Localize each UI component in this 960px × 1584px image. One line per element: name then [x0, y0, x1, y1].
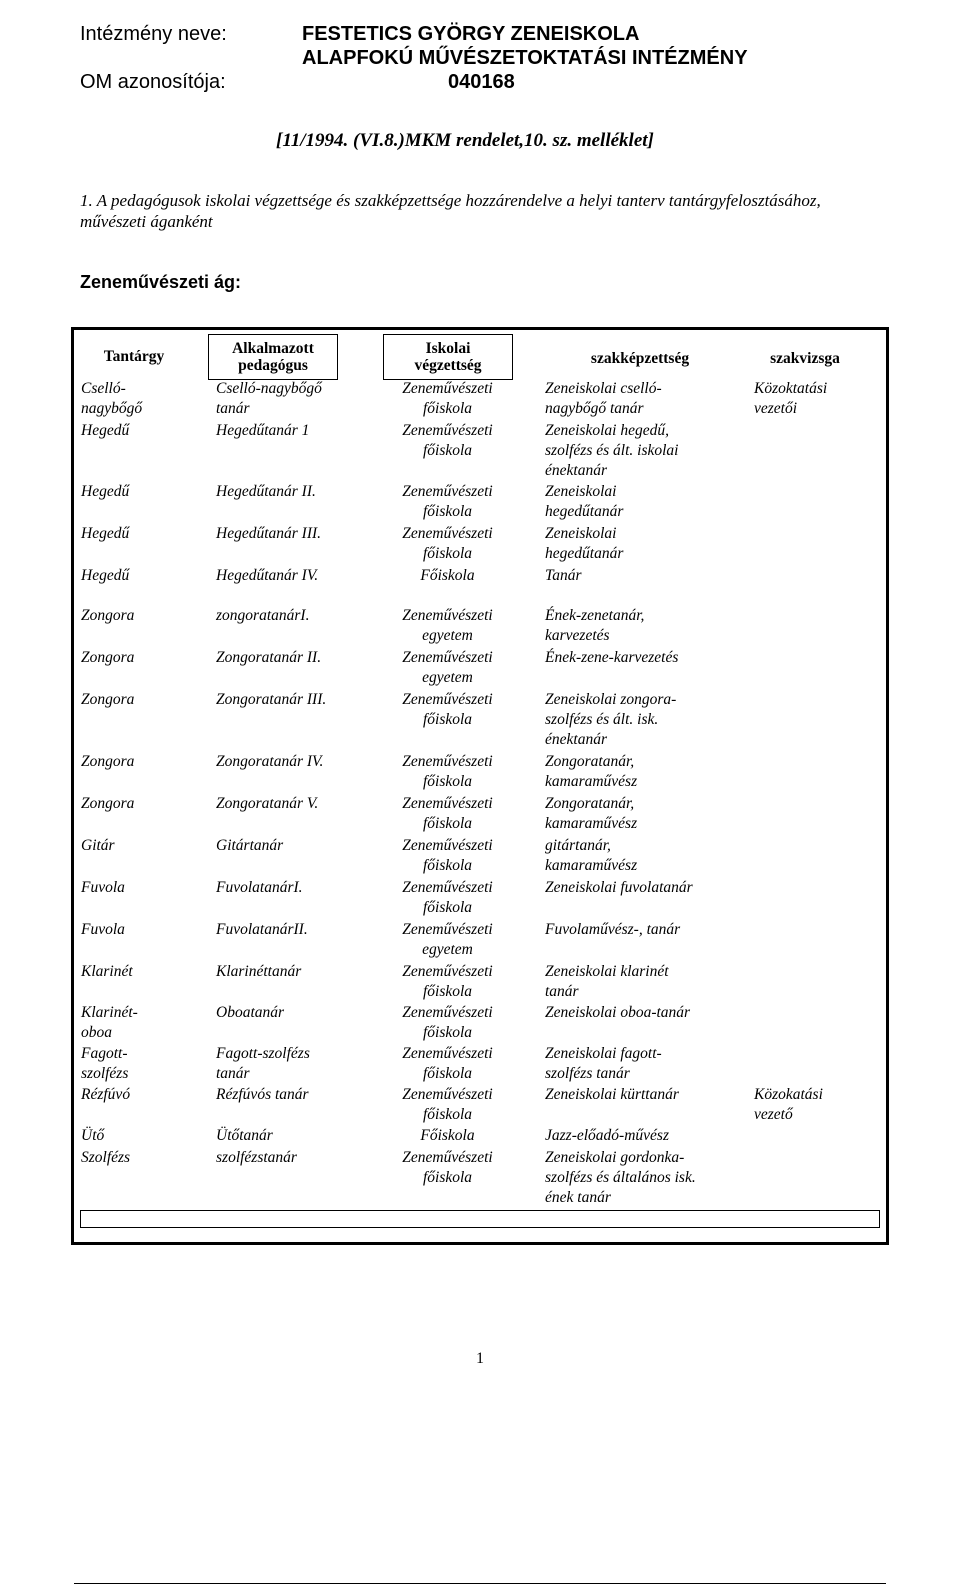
cell-line: főiskola	[422, 773, 473, 790]
cell-t	[81, 524, 211, 544]
cell-line: Klarinét-	[81, 1004, 138, 1021]
cell-s	[545, 690, 755, 750]
cell-s	[545, 524, 755, 564]
cell-line: Jazz-előadó-művész	[545, 1127, 669, 1144]
cell-line: Zeneművészeti	[402, 1004, 493, 1021]
cell-s	[545, 920, 755, 940]
cell-t	[81, 752, 211, 772]
cell-p	[216, 878, 386, 898]
cell-line: Klarinét	[81, 963, 133, 980]
cell-line: főiskola	[422, 1065, 473, 1082]
cell-line: egyetem	[422, 941, 473, 958]
cell-line: Zongora	[81, 607, 135, 624]
cell-t	[81, 606, 211, 626]
header-pedagogus-box	[208, 334, 338, 380]
cell-line: Zongora	[81, 691, 135, 708]
cell-line: főiskola	[422, 1106, 473, 1123]
cell-line: főiskola	[422, 545, 473, 562]
cell-p	[216, 752, 386, 772]
cell-line: Zeneművészeti	[402, 963, 493, 980]
cell-p	[216, 1003, 386, 1023]
cell-t	[81, 878, 211, 898]
section-title: Zeneművészeti ág:	[80, 272, 242, 292]
cell-v	[380, 566, 515, 586]
cell-line: főiskola	[422, 400, 473, 417]
cell-s	[545, 1148, 755, 1208]
cell-p	[216, 379, 386, 419]
cell-line: Zeneművészeti	[402, 607, 493, 624]
cell-v	[380, 794, 515, 834]
cell-t	[81, 1085, 211, 1105]
institution-name-line1: FESTETICS GYÖRGY ZENEISKOLA	[302, 23, 640, 45]
cell-s	[545, 1126, 755, 1146]
cell-line: szolfézs tanár	[545, 1065, 630, 1082]
cell-s	[545, 1044, 755, 1084]
cell-line: tanár	[545, 983, 579, 1000]
cell-line: Hegedűtanár II.	[216, 483, 316, 500]
cell-line: Zeneiskolai	[545, 525, 617, 542]
cell-line: Gitár	[81, 837, 115, 854]
cell-line: gitártanár,	[545, 837, 611, 854]
cell-line: főiskola	[422, 857, 473, 874]
cell-line: Hegedűtanár III.	[216, 525, 322, 542]
header-vegzettseg-box	[383, 334, 513, 380]
cell-line: Fagott-szolfézs	[216, 1045, 310, 1062]
cell-p	[216, 1148, 386, 1168]
cell-line: Zeneművészeti	[402, 1045, 493, 1062]
cell-line: Zeneiskolai fagott-	[545, 1045, 662, 1062]
cell-line: Zeneművészeti	[402, 879, 493, 896]
cell-line: vezető	[754, 1106, 793, 1123]
cell-line: szolfézs és ált. isk.	[545, 711, 659, 728]
cell-line: Zeneiskolai gordonka-	[545, 1149, 685, 1166]
cell-p	[216, 1044, 386, 1084]
cell-line: Zeneművészeti	[402, 649, 493, 666]
cell-t	[81, 920, 211, 940]
cell-line: Zongoratanár V.	[216, 795, 319, 812]
header-pedagogus: Alkalmazott pedagógus	[232, 340, 314, 374]
cell-line: Szolfézs	[81, 1149, 131, 1166]
cell-line: főiskola	[422, 503, 473, 520]
cell-line: Zeneművészeti	[402, 921, 493, 938]
cell-s	[545, 962, 755, 1002]
cell-line: főiskola	[422, 983, 473, 1000]
cell-v	[380, 1126, 515, 1146]
cell-p	[216, 962, 386, 982]
cell-line: Rézfúvós tanár	[216, 1086, 309, 1103]
cell-line: Zeneművészeti	[402, 753, 493, 770]
cell-line: kamaraművész	[545, 857, 638, 874]
cell-line: tanár	[216, 400, 250, 417]
cell-line: nagybőgő tanár	[545, 400, 644, 417]
cell-line: Főiskola	[420, 1127, 475, 1144]
cell-v	[380, 836, 515, 876]
cell-v	[380, 752, 515, 792]
institution-label: Intézmény neve:	[80, 23, 227, 45]
empty-row	[80, 1210, 880, 1228]
cell-line: kamaraművész	[545, 815, 638, 832]
intro-paragraph: 1. A pedagógusok iskolai végzettsége és szakképzettsége hozzárendelve a helyi tanterv tantárgyfelosztásához, művészeti áganként	[80, 191, 821, 231]
cell-v	[380, 1003, 515, 1043]
cell-line: Zeneművészeti	[402, 380, 493, 397]
cell-s	[545, 878, 755, 898]
cell-t	[81, 1044, 211, 1084]
cell-t	[81, 421, 211, 441]
cell-line: Zongoratanár II.	[216, 649, 322, 666]
cell-v	[380, 379, 515, 419]
cell-line: Zeneiskolai oboa-tanár	[545, 1004, 691, 1021]
cell-line: Zeneiskolai hegedű,	[545, 422, 669, 439]
cell-line: Zongora	[81, 649, 135, 666]
cell-s	[545, 794, 755, 834]
cell-line: Zeneművészeti	[402, 483, 493, 500]
cell-s	[545, 1003, 755, 1023]
decree-reference: [11/1994. (VI.8.)MKM rendelet,10. sz. melléklet]	[276, 130, 654, 151]
cell-p	[216, 524, 386, 544]
cell-t	[81, 1003, 211, 1043]
cell-s	[545, 1085, 755, 1105]
cell-p	[216, 566, 386, 586]
cell-t	[81, 482, 211, 502]
cell-t	[81, 1148, 211, 1168]
cell-line: Cselló-nagybőgő	[216, 380, 322, 397]
cell-line: Hegedű	[81, 422, 130, 439]
cell-line: Rézfúvó	[81, 1086, 131, 1103]
cell-s	[545, 648, 755, 668]
cell-line: Zeneművészeti	[402, 1149, 493, 1166]
cell-line: főiskola	[422, 815, 473, 832]
cell-line: FuvolatanárI.	[216, 879, 303, 896]
cell-line: Zeneiskolai kürttanár	[545, 1086, 679, 1103]
cell-line: Zeneművészeti	[402, 1086, 493, 1103]
cell-line: Hegedű	[81, 525, 130, 542]
cell-s	[545, 606, 755, 646]
cell-line: hegedűtanár	[545, 503, 624, 520]
header-szakvizsga: szakvizsga	[770, 350, 840, 367]
cell-line: Zongoratanár IV.	[216, 753, 324, 770]
cell-line: Főiskola	[420, 567, 475, 584]
cell-line: Hegedű	[81, 483, 130, 500]
cell-line: Zeneművészeti	[402, 422, 493, 439]
cell-t	[81, 962, 211, 982]
cell-line: Ének-zenetanár,	[545, 607, 645, 624]
cell-t	[81, 1126, 211, 1146]
cell-line: énektanár	[545, 462, 607, 479]
cell-s	[545, 379, 755, 419]
cell-line: Ütő	[81, 1127, 105, 1144]
cell-line: Ének-zene-karvezetés	[545, 649, 679, 666]
cell-line: Zeneművészeti	[402, 837, 493, 854]
cell-line: hegedűtanár	[545, 545, 624, 562]
cell-line: szolfézs és általános isk.	[545, 1169, 696, 1186]
cell-line: Közokatási	[754, 1086, 823, 1103]
cell-p	[216, 1085, 386, 1105]
cell-t	[81, 794, 211, 814]
cell-line: Fagott-	[81, 1045, 128, 1062]
cell-line: ének tanár	[545, 1189, 611, 1206]
cell-line: Klarinéttanár	[216, 963, 302, 980]
cell-line: Fuvolaművész-, tanár	[545, 921, 681, 938]
cell-line: Ütőtanár	[216, 1127, 273, 1144]
cell-z	[754, 379, 874, 419]
cell-line: Zeneművészeti	[402, 795, 493, 812]
cell-line: Tanár	[545, 567, 582, 584]
cell-line: főiskola	[422, 1024, 473, 1041]
cell-v	[380, 421, 515, 461]
cell-line: egyetem	[422, 669, 473, 686]
cell-t	[81, 648, 211, 668]
cell-v	[380, 1085, 515, 1125]
cell-line: főiskola	[422, 711, 473, 728]
cell-line: nagybőgő	[81, 400, 143, 417]
cell-p	[216, 920, 386, 940]
header-vegzettseg: Iskolai végzettség	[414, 340, 482, 374]
cell-line: Zongoratanár III.	[216, 691, 327, 708]
cell-line: Zeneiskolai zongora-	[545, 691, 677, 708]
cell-line: Cselló-	[81, 380, 126, 397]
cell-line: Fuvola	[81, 921, 125, 938]
cell-line: Hegedű	[81, 567, 130, 584]
cell-line: Zeneművészeti	[402, 525, 493, 542]
cell-line: énektanár	[545, 731, 607, 748]
cell-line: Közoktatási	[754, 380, 828, 397]
om-value: 040168	[448, 71, 515, 93]
cell-line: Zeneiskolai cselló-	[545, 380, 662, 397]
cell-line: Zeneiskolai klarinét	[545, 963, 669, 980]
cell-line: Zeneiskolai	[545, 483, 617, 500]
cell-s	[545, 421, 755, 481]
cell-t	[81, 566, 211, 586]
cell-line: Zongoratanár,	[545, 795, 635, 812]
cell-v	[380, 1044, 515, 1084]
cell-z	[754, 1085, 874, 1125]
cell-v	[380, 482, 515, 522]
cell-p	[216, 1126, 386, 1146]
cell-line: főiskola	[422, 1169, 473, 1186]
cell-line: kamaraművész	[545, 773, 638, 790]
cell-v	[380, 524, 515, 564]
institution-name-line2: ALAPFOKÚ MŰVÉSZETOKTATÁSI INTÉZMÉNY	[302, 47, 748, 69]
cell-p	[216, 648, 386, 668]
cell-t	[81, 690, 211, 710]
cell-line: vezetői	[754, 400, 798, 417]
cell-s	[545, 482, 755, 522]
header-tantargy: Tantárgy	[103, 348, 165, 365]
cell-line: egyetem	[422, 627, 473, 644]
cell-line: zongoratanárI.	[216, 607, 310, 624]
page-number: 1	[476, 1350, 484, 1367]
cell-line: szolfézs	[81, 1065, 129, 1082]
cell-v	[380, 648, 515, 688]
cell-t	[81, 836, 211, 856]
cell-v	[380, 878, 515, 918]
cell-s	[545, 566, 755, 586]
cell-line: Hegedűtanár 1	[216, 422, 310, 439]
header-szakkepzettseg: szakképzettség	[590, 350, 690, 367]
cell-p	[216, 794, 386, 814]
cell-line: FuvolatanárII.	[216, 921, 308, 938]
cell-line: Zongora	[81, 753, 135, 770]
cell-p	[216, 421, 386, 441]
cell-t	[81, 379, 211, 419]
cell-p	[216, 482, 386, 502]
cell-p	[216, 690, 386, 710]
cell-line: Zongoratanár,	[545, 753, 635, 770]
cell-line: karvezetés	[545, 627, 610, 644]
cell-line: Oboatanár	[216, 1004, 285, 1021]
cell-v	[380, 1148, 515, 1188]
cell-line: Zeneiskolai fuvolatanár	[545, 879, 693, 896]
cell-s	[545, 836, 755, 876]
cell-line: főiskola	[422, 442, 473, 459]
cell-v	[380, 606, 515, 646]
cell-line: főiskola	[422, 899, 473, 916]
cell-line: tanár	[216, 1065, 250, 1082]
cell-v	[380, 962, 515, 1002]
cell-line: Zeneművészeti	[402, 691, 493, 708]
cell-line: Zongora	[81, 795, 135, 812]
cell-line: szolfézstanár	[216, 1149, 297, 1166]
cell-line: oboa	[81, 1024, 112, 1041]
cell-p	[216, 606, 386, 626]
cell-line: Fuvola	[81, 879, 125, 896]
cell-v	[380, 690, 515, 730]
cell-p	[216, 836, 386, 856]
cell-s	[545, 752, 755, 792]
cell-line: Gitártanár	[216, 837, 284, 854]
cell-line: szolfézs és ált. iskolai	[545, 442, 679, 459]
cell-v	[380, 920, 515, 960]
om-label: OM azonosítója:	[80, 71, 226, 93]
cell-line: Hegedűtanár IV.	[216, 567, 319, 584]
